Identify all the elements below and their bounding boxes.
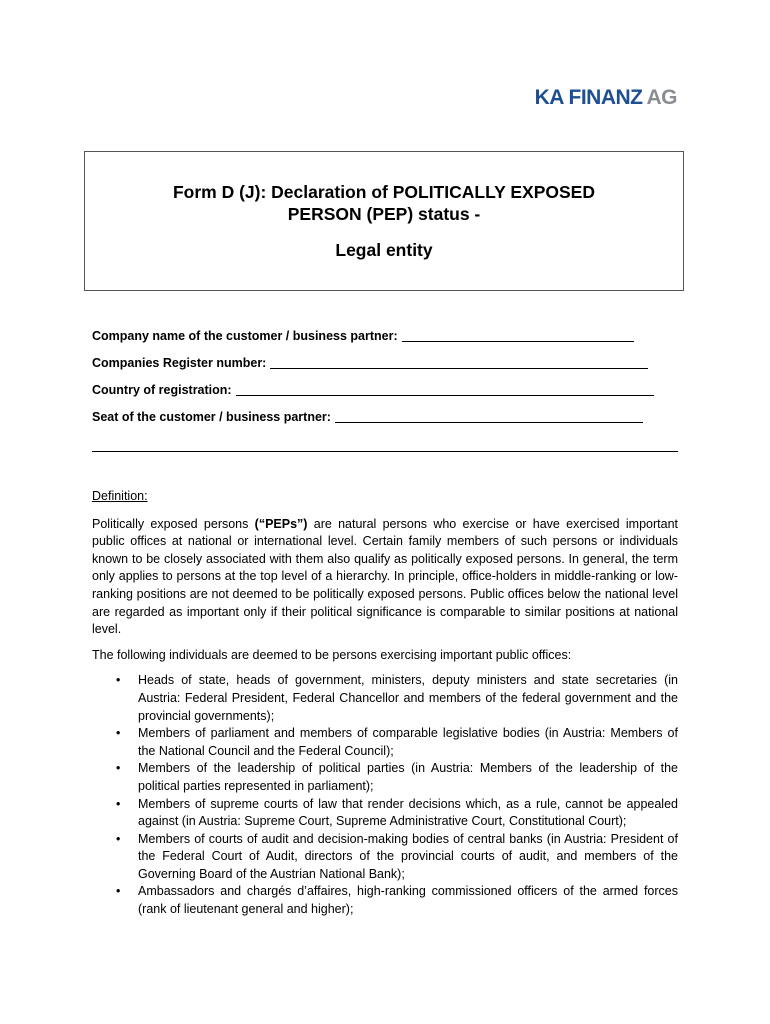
form-title-line-1: Form D (J): Declaration of POLITICALLY EXPOSED — [172, 182, 595, 202]
register-number-input-line[interactable] — [270, 356, 648, 369]
list-item-text: Ambassadors and chargés d’affaires, high-ranking commissioned officers of the armed forces (rank of lieutenant general and higher); — [138, 884, 678, 917]
seat-continuation-line[interactable] — [92, 437, 678, 452]
country-registration-label: Country of registration: — [92, 383, 232, 397]
pep-def-bold-term: (“PEPs”) — [254, 516, 308, 531]
bullet-icon: • — [116, 726, 121, 741]
logo-main-text: KA FINANZ — [534, 86, 643, 109]
bullet-icon: • — [116, 796, 121, 811]
definition-section — [92, 488, 678, 919]
register-number-field[interactable] — [92, 356, 678, 383]
list-item-text: Members of parliament and members of comparable legislative bodies (in Austria: Members of the National Council and the Federal Council); — [138, 726, 678, 758]
seat-label: Seat of the customer / business partner: — [92, 410, 331, 424]
company-logo — [535, 86, 677, 110]
bullet-icon: • — [116, 884, 121, 899]
list-item-text: Members of supreme courts of law that render decisions which, as a rule, cannot be appealed against (in Austria: Supreme Court, Supreme Administrative Court, Constitutional Court); — [138, 796, 678, 829]
list-item — [116, 831, 678, 884]
company-name-label: Company name of the customer / business partner: — [92, 329, 398, 343]
form-subtitle: Legal entity — [335, 240, 433, 260]
bullet-icon: • — [116, 761, 121, 776]
form-title-line-2: PERSON (PEP) status - — [287, 204, 481, 224]
list-item — [116, 725, 678, 760]
bullet-icon: • — [116, 831, 121, 846]
list-item — [116, 760, 678, 795]
logo-suffix-text: AG — [646, 86, 677, 109]
country-registration-input-line[interactable] — [236, 383, 654, 396]
customer-fields — [92, 329, 678, 452]
seat-field[interactable] — [92, 410, 678, 437]
pep-office-list — [92, 672, 678, 918]
pep-def-text-rest: are natural persons who exercise or have exercised important public offices at national or international level. Certain family members of such persons or individuals known to be closely associated with them also qualify as politically exposed persons. In general, the term only applies to persons at the top level of a hierarchy. In principle, office-holders in middle-ranking or low-ranking positions are not deemed to be politically exposed persons. Public offices below the national level are regarded as important only if their political significance is comparable to similar positions at national level. — [92, 516, 679, 637]
form-title-box — [84, 151, 684, 291]
company-name-field[interactable] — [92, 329, 678, 356]
list-item-text: Heads of state, heads of government, ministers, deputy ministers and state secretaries (in Austria: Federal President, Federal Chancellor and members of the federal government and the provincial governments); — [138, 673, 678, 723]
list-item-text: Members of the leadership of political parties (in Austria: Members of the leadership of the political parties represented in parliament); — [138, 761, 678, 793]
list-item-text: Members of courts of audit and decision-making bodies of central banks (in Austria: President of the Federal Court of Audit, directors of the provincial courts of audit, and members of the Governing Board of the Austrian National Bank); — [138, 831, 678, 881]
pep-list-intro: The following individuals are deemed to be persons exercising important public offices: — [92, 647, 572, 662]
register-number-label: Companies Register number: — [92, 356, 267, 370]
list-item — [116, 883, 678, 918]
list-item — [116, 672, 678, 725]
list-item — [116, 796, 678, 831]
seat-input-line[interactable] — [335, 410, 643, 423]
pep-def-text-start: Politically exposed persons — [92, 516, 255, 531]
company-name-input-line[interactable] — [402, 329, 634, 342]
definition-heading: Definition: — [92, 489, 148, 503]
pep-definition-paragraph — [92, 516, 678, 639]
country-registration-field[interactable] — [92, 383, 678, 410]
bullet-icon: • — [116, 673, 121, 688]
